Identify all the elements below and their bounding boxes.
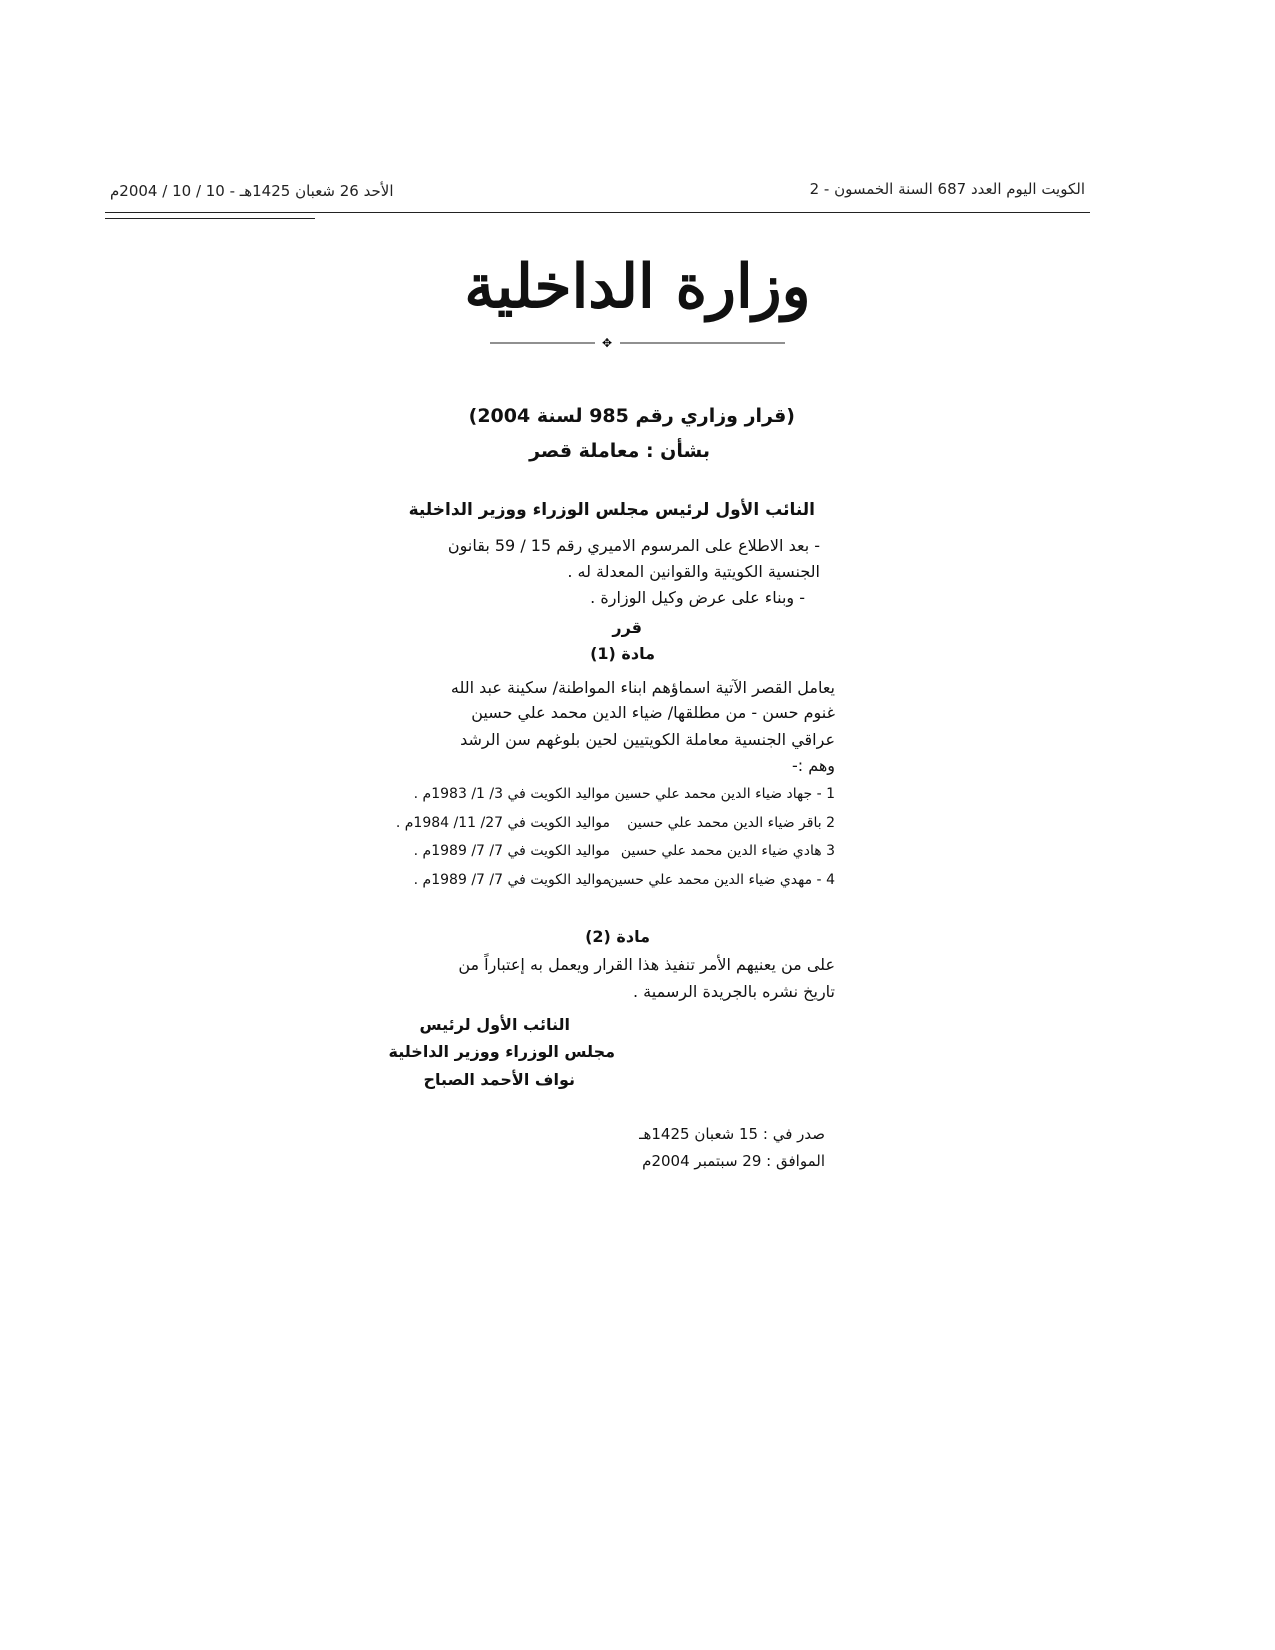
signature-title: مجلس الوزراء ووزير الداخلية: [388, 1042, 615, 1061]
minor-row: [385, 872, 835, 892]
minor-row: [385, 815, 835, 835]
decided-label: قرر: [612, 618, 642, 637]
title-ornament-divider: [450, 336, 830, 350]
header-issue-info: الكويت اليوم العدد 687 السنة الخمسون - 2: [809, 180, 1085, 198]
preamble-line: الجنسية الكويتية والقوانين المعدلة له .: [567, 562, 820, 581]
header-rule: [105, 212, 1090, 213]
header-date: الأحد 26 شعبان 1425هـ - 10 / 10 / 2004م: [110, 182, 394, 200]
signature-name: نواف الأحمد الصباح: [423, 1070, 575, 1089]
header-rule-lower: [105, 218, 315, 219]
minor-birth: مواليد الكويت في 7/ 7/ 1989م .: [413, 843, 610, 859]
article-2-line: تاريخ نشره بالجريدة الرسمية .: [632, 982, 835, 1001]
minor-birth: مواليد الكويت في 7/ 7/ 1989م .: [413, 872, 610, 888]
corresponding-date: الموافق : 29 سبتمبر 2004م: [642, 1152, 825, 1170]
issued-date: صدر في : 15 شعبان 1425هـ: [639, 1125, 825, 1143]
article-2-line: على من يعنيهم الأمر تنفيذ هذا القرار ويعمل به إعتباراً من: [458, 955, 835, 974]
signature-title: النائب الأول لرئيس: [419, 1015, 570, 1034]
article-1-line: غنوم حسن - من مطلقها/ ضياء الدين محمد علي حسين: [471, 703, 835, 722]
issuer-heading: النائب الأول لرئيس مجلس الوزراء ووزير الداخلية: [408, 500, 815, 520]
svg-text:✥: ✥: [601, 336, 613, 350]
article-1-line: عراقي الجنسية معاملة الكويتيين لحين بلوغهم سن الرشد: [460, 730, 835, 749]
article-2-heading: مادة (2): [585, 927, 650, 946]
article-1-line: يعامل القصر الآتية اسماؤهم ابناء المواطنة/ سكينة عبد الله: [450, 678, 835, 697]
minor-row: [385, 843, 835, 863]
minor-row: [385, 786, 835, 806]
minor-name: 1 - جهاد ضياء الدين محمد علي حسين: [614, 786, 835, 802]
minor-name: 3 هادي ضياء الدين محمد علي حسين: [620, 843, 835, 859]
preamble-line: - وبناء على عرض وكيل الوزارة .: [590, 588, 805, 607]
decision-title: (قرار وزاري رقم 985 لسنة 2004): [468, 405, 795, 427]
decision-subject: بشأن : معاملة قصر: [529, 440, 710, 462]
ministry-title: وزارة الداخلية: [464, 252, 811, 322]
article-1-heading: مادة (1): [590, 644, 655, 663]
minor-name: 4 - مهدي ضياء الدين محمد علي حسين: [607, 872, 835, 888]
minor-birth: مواليد الكويت في 3/ 1/ 1983م .: [413, 786, 610, 802]
minor-birth: مواليد الكويت في 27/ 11/ 1984م .: [395, 815, 610, 831]
article-1-line: وهم :-: [791, 756, 835, 775]
minor-name: 2 باقر ضياء الدين محمد علي حسين: [627, 815, 835, 831]
preamble-line: - بعد الاطلاع على المرسوم الاميري رقم 15 / 59 بقانون: [447, 536, 820, 555]
